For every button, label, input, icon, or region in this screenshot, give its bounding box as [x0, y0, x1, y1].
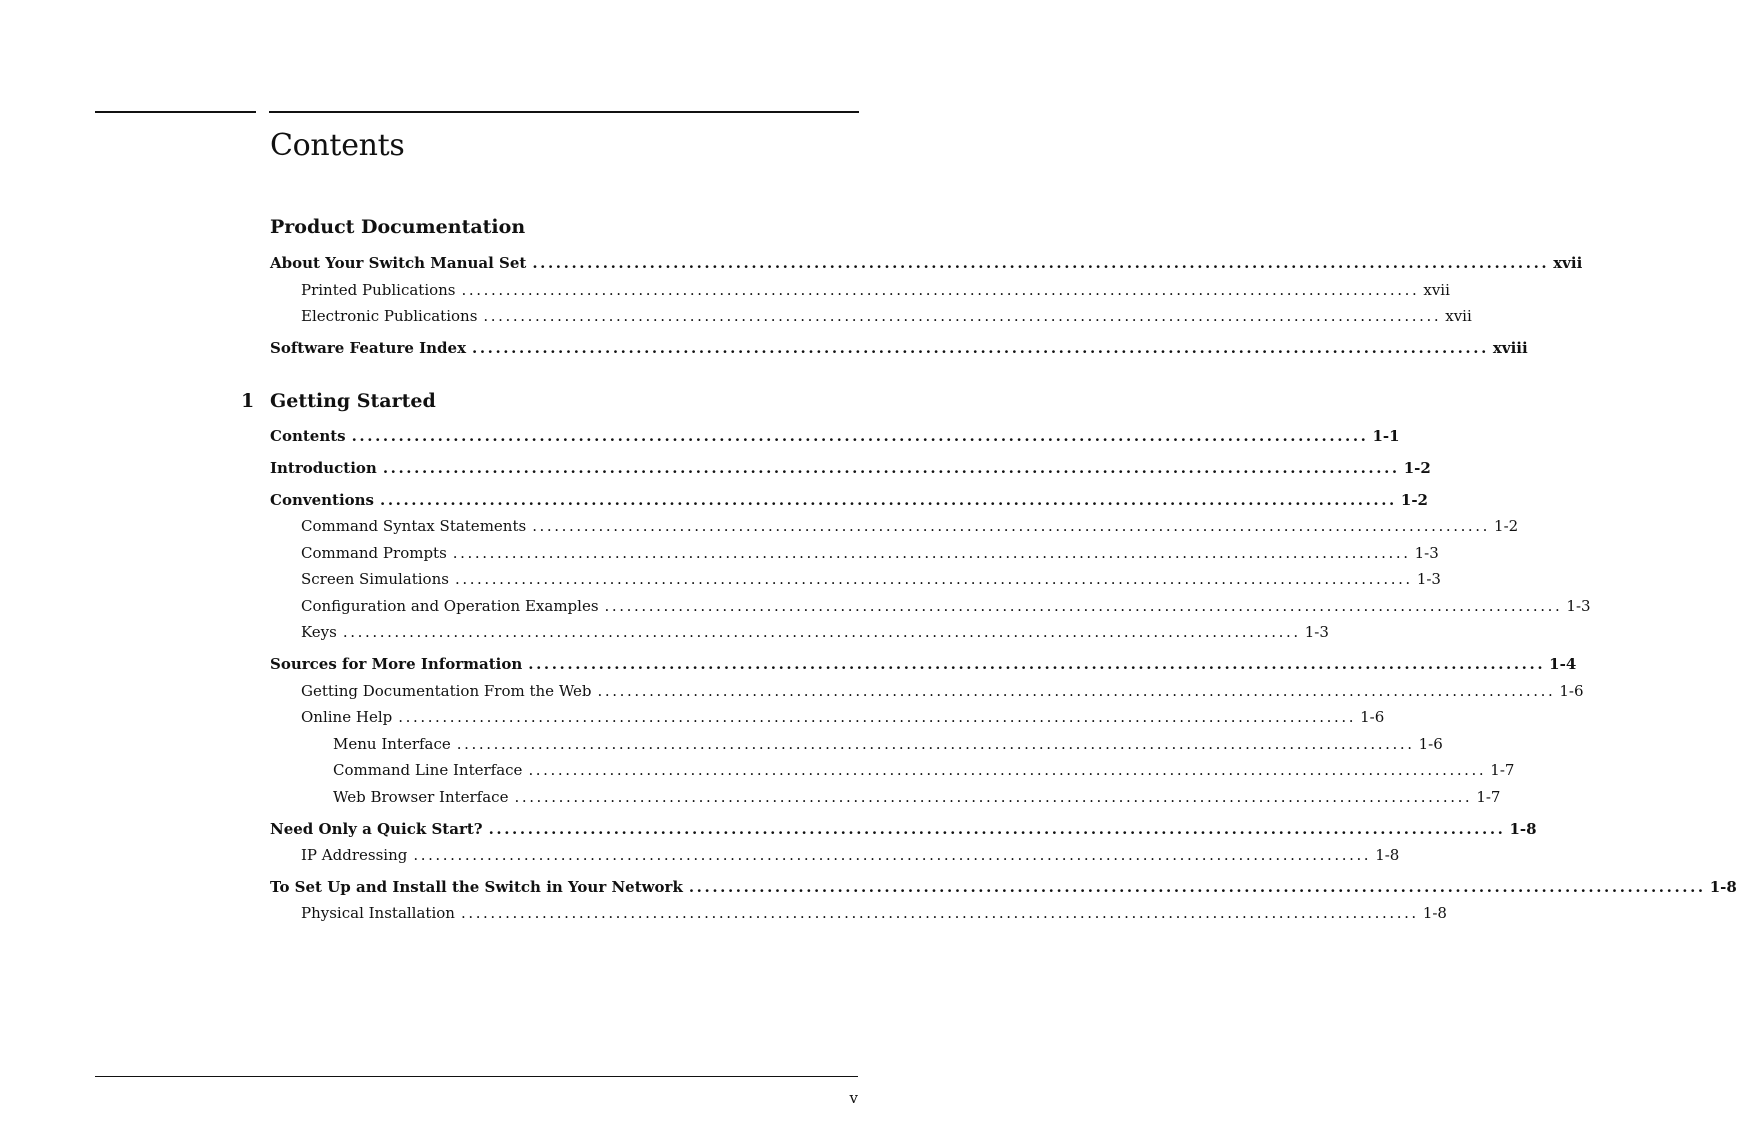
toc-entry-page: 1-6 [1559, 682, 1584, 700]
toc-entry-label: Getting Documentation From the Web [301, 682, 592, 700]
toc-entry-page: 1-7 [1490, 761, 1515, 779]
toc-leader-dots: .................................................................................................................................. [532, 517, 1491, 535]
toc-entry-page: 1-6 [1360, 708, 1385, 726]
toc-entry[interactable] [270, 654, 1577, 674]
toc-leader-dots: .................................................................................................................................. [528, 655, 1546, 673]
toc-entry[interactable] [301, 516, 1519, 536]
toc-entry[interactable] [270, 490, 1428, 510]
header-rule-right [269, 111, 859, 113]
toc-entry-label: IP Addressing [301, 846, 408, 864]
toc-entry-page: 1-3 [1414, 544, 1439, 562]
toc-entry-label: Keys [301, 623, 337, 641]
section-heading-getting-started: Getting Started [270, 390, 436, 412]
toc-leader-dots: .................................................................................................................................. [398, 708, 1357, 726]
toc-entry-page: 1-8 [1709, 878, 1737, 896]
section-heading-product-documentation: Product Documentation [270, 216, 526, 238]
toc-entry-page: 1-1 [1372, 427, 1400, 445]
toc-entry-label: Command Line Interface [333, 761, 523, 779]
toc-entry-label: Screen Simulations [301, 570, 449, 588]
toc-entry[interactable] [270, 877, 1737, 897]
toc-leader-dots: .................................................................................................................................. [452, 544, 1411, 562]
page-number: v [849, 1089, 858, 1107]
toc-entry-page: xvii [1445, 307, 1472, 325]
toc-entry-label: To Set Up and Install the Switch in Your Network [270, 878, 683, 896]
toc-leader-dots: .................................................................................................................................. [483, 307, 1442, 325]
toc-leader-dots: .................................................................................................................................. [413, 846, 1372, 864]
toc-entry-label: Online Help [301, 708, 393, 726]
toc-entry-page: 1-8 [1375, 846, 1400, 864]
toc-entry-page: 1-8 [1509, 820, 1537, 838]
toc-entry[interactable] [301, 280, 1450, 300]
toc-entry[interactable] [301, 903, 1447, 923]
toc-entry[interactable] [270, 253, 1583, 273]
toc-leader-dots: .................................................................................................................................. [528, 761, 1487, 779]
toc-entry-page: 1-8 [1422, 904, 1447, 922]
toc-entry-label: Menu Interface [333, 735, 451, 753]
toc-entry[interactable] [270, 426, 1400, 446]
toc-entry-label: Configuration and Operation Examples [301, 597, 599, 615]
toc-entry[interactable] [301, 681, 1584, 701]
toc-leader-dots: .................................................................................................................................. [472, 339, 1489, 357]
toc-entry-page: xvii [1423, 281, 1450, 299]
toc-leader-dots: .................................................................................................................................. [688, 878, 1706, 896]
toc-entry[interactable] [270, 819, 1537, 839]
toc-leader-dots: .................................................................................................................................. [456, 735, 1415, 753]
toc-entry-page: 1-6 [1418, 735, 1443, 753]
toc-leader-dots: .................................................................................................................................. [514, 788, 1473, 806]
toc-entry-label: Command Syntax Statements [301, 517, 527, 535]
page-title: Contents [270, 128, 405, 163]
toc-entry[interactable] [333, 760, 1515, 780]
toc-entry-page: 1-3 [1416, 570, 1441, 588]
toc-entry[interactable] [333, 787, 1501, 807]
toc-entry-label: Need Only a Quick Start? [270, 820, 483, 838]
toc-entry-page: 1-3 [1304, 623, 1329, 641]
toc-entry-page: xviii [1492, 339, 1528, 357]
toc-leader-dots: .................................................................................................................................. [460, 904, 1419, 922]
toc-entry[interactable] [301, 543, 1439, 563]
toc-leader-dots: .................................................................................................................................. [604, 597, 1563, 615]
toc-entry[interactable] [301, 622, 1329, 642]
toc-leader-dots: .................................................................................................................................. [342, 623, 1301, 641]
toc-entry-page: 1-2 [1403, 459, 1431, 477]
toc-entry-page: 1-2 [1400, 491, 1428, 509]
toc-leader-dots: .................................................................................................................................. [351, 427, 1369, 445]
toc-entry[interactable] [301, 569, 1441, 589]
footer-rule [95, 1076, 858, 1077]
toc-leader-dots: .................................................................................................................................. [454, 570, 1413, 588]
toc-entry[interactable] [270, 458, 1431, 478]
toc-entry-label: Printed Publications [301, 281, 456, 299]
toc-entry-page: 1-2 [1494, 517, 1519, 535]
toc-entry-label: Sources for More Information [270, 655, 523, 673]
toc-entry[interactable] [301, 707, 1385, 727]
header-rule-left [95, 111, 256, 113]
toc-entry-label: Conventions [270, 491, 374, 509]
toc-entry[interactable] [301, 596, 1591, 616]
chapter-number: 1 [241, 390, 255, 412]
toc-leader-dots: .................................................................................................................................. [597, 682, 1556, 700]
toc-entry[interactable] [301, 306, 1472, 326]
toc-entry-label: About Your Switch Manual Set [270, 254, 527, 272]
toc-entry[interactable] [333, 734, 1443, 754]
toc-entry-label: Physical Installation [301, 904, 455, 922]
toc-entry-label: Command Prompts [301, 544, 447, 562]
toc-leader-dots: .................................................................................................................................. [488, 820, 1506, 838]
toc-leader-dots: .................................................................................................................................. [532, 254, 1550, 272]
toc-entry-label: Software Feature Index [270, 339, 467, 357]
toc-entry-label: Web Browser Interface [333, 788, 509, 806]
toc-leader-dots: .................................................................................................................................. [382, 459, 1400, 477]
toc-entry-label: Electronic Publications [301, 307, 478, 325]
toc-entry-label: Introduction [270, 459, 377, 477]
toc-entry-page: xvii [1553, 254, 1583, 272]
toc-entry-label: Contents [270, 427, 346, 445]
toc-entry-page: 1-3 [1566, 597, 1591, 615]
toc-leader-dots: .................................................................................................................................. [380, 491, 1397, 509]
toc-leader-dots: .................................................................................................................................. [461, 281, 1420, 299]
toc-entry[interactable] [270, 338, 1528, 358]
toc-entry[interactable] [301, 845, 1400, 865]
toc-entry-page: 1-7 [1476, 788, 1501, 806]
toc-entry-page: 1-4 [1549, 655, 1577, 673]
